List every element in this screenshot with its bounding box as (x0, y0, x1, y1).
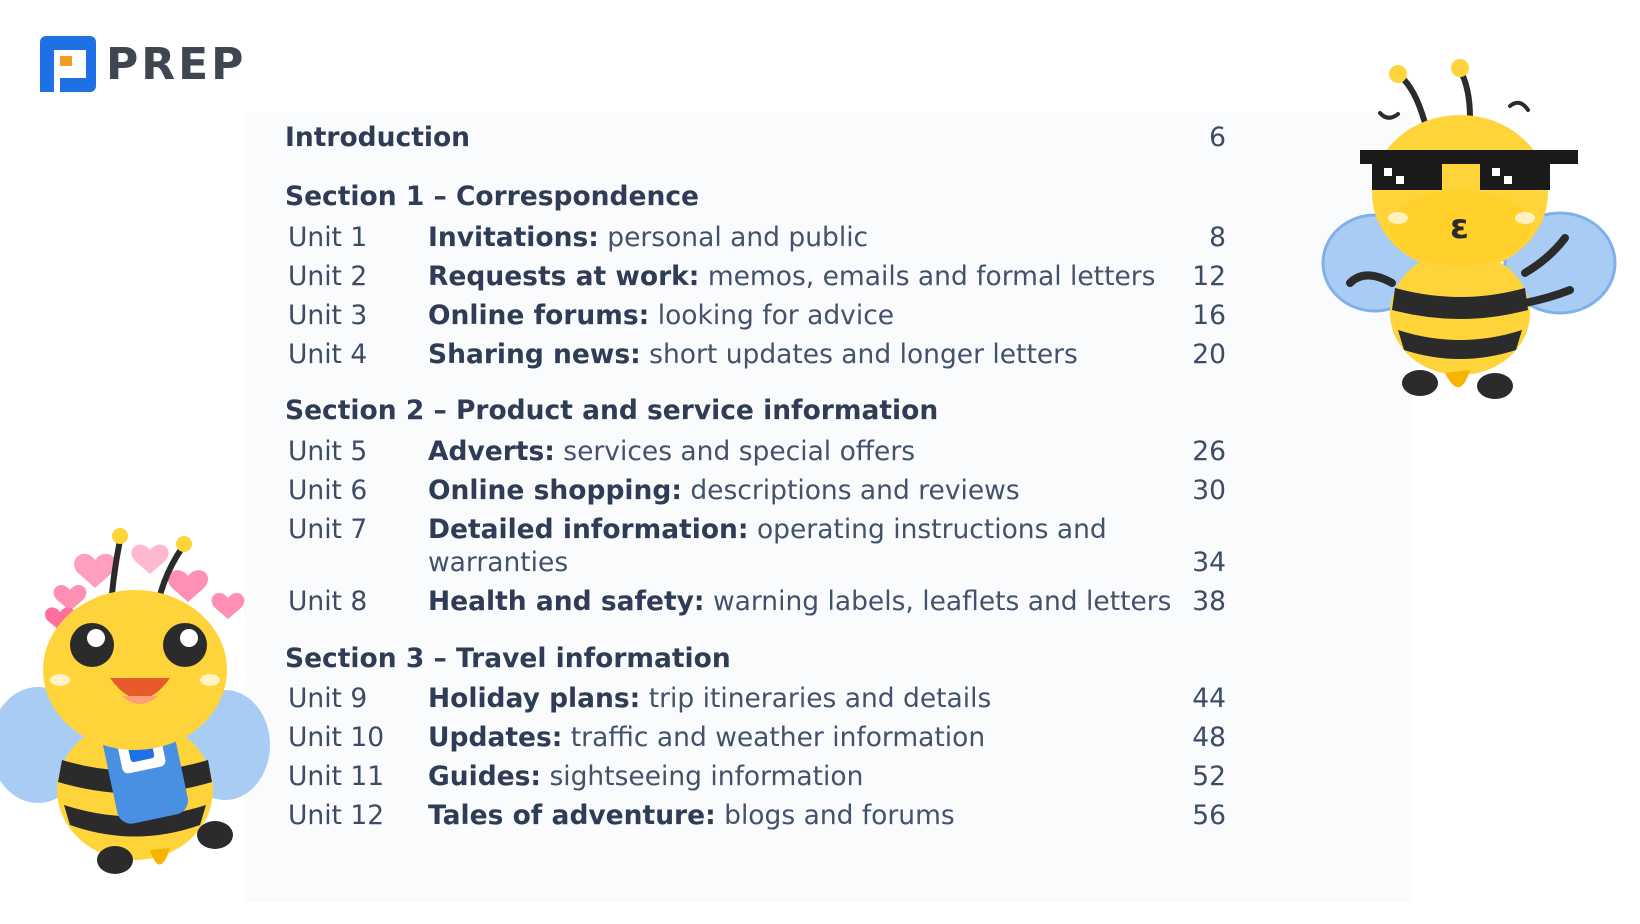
page-number: 26 (1192, 436, 1226, 467)
unit-topic: Sharing news: (428, 339, 641, 370)
unit-topic: Detailed information: (428, 514, 749, 545)
unit-label: Unit 6 (288, 475, 368, 506)
section-heading: Section 2 – Product and service information (285, 395, 939, 426)
unit-desc: services and special offers (554, 436, 916, 467)
unit-label: Unit 1 (288, 222, 368, 253)
unit-title (428, 798, 955, 834)
unit-desc: blogs and forums (715, 800, 955, 831)
unit-label: Unit 5 (288, 436, 368, 467)
bee-sunglasses-mascot (1320, 58, 1620, 418)
unit-topic: Adverts: (428, 436, 555, 467)
unit-topic: Tales of adventure: (428, 800, 716, 831)
toc-row[interactable] (244, 798, 1412, 834)
unit-title (428, 473, 1020, 509)
page-number: 56 (1192, 800, 1226, 831)
unit-topic: Guides: (428, 761, 542, 792)
unit-label: Unit 7 (288, 514, 368, 545)
toc-row[interactable] (244, 259, 1412, 295)
toc-row[interactable] (244, 473, 1412, 509)
unit-topic: Holiday plans: (428, 683, 641, 714)
page-number: 48 (1192, 722, 1226, 753)
unit-title (428, 584, 1172, 620)
bee-phone-hearts-mascot (0, 520, 270, 920)
unit-desc-continued: warranties (428, 547, 569, 578)
unit-topic: Health and safety: (428, 586, 705, 617)
section-heading: Section 1 – Correspondence (285, 181, 700, 212)
brand-name: PREP (106, 38, 247, 90)
unit-topic: Requests at work: (428, 261, 700, 292)
unit-label: Unit 4 (288, 339, 368, 370)
prep-logo-icon (40, 36, 96, 92)
unit-label: Unit 11 (288, 761, 385, 792)
page-number: 8 (1209, 222, 1226, 253)
toc-row[interactable] (244, 434, 1412, 470)
svg-text:ɛ: ɛ (1450, 207, 1469, 247)
unit-title (428, 434, 915, 470)
introduction-label: Introduction (285, 122, 471, 153)
toc-row[interactable] (244, 337, 1412, 373)
unit-topic: Updates: (428, 722, 563, 753)
toc-page (244, 112, 1412, 902)
unit-desc: operating instructions and (748, 514, 1107, 545)
toc-row[interactable] (244, 512, 1412, 548)
toc-row[interactable] (244, 681, 1412, 717)
unit-title (428, 259, 1155, 295)
unit-label: Unit 10 (288, 722, 385, 753)
toc-row-continuation (244, 545, 1412, 581)
page-number: 52 (1192, 761, 1226, 792)
introduction-page: 6 (1209, 122, 1226, 153)
toc-row[interactable] (244, 720, 1412, 756)
unit-topic: Online forums: (428, 300, 650, 331)
unit-label: Unit 3 (288, 300, 368, 331)
unit-title (428, 512, 1107, 548)
unit-topic: Online shopping: (428, 475, 682, 506)
toc-row[interactable] (244, 298, 1412, 334)
unit-desc: warning labels, leaflets and letters (704, 586, 1172, 617)
section-heading: Section 3 – Travel information (285, 643, 731, 674)
page-number: 38 (1192, 586, 1226, 617)
unit-title (428, 720, 985, 756)
unit-desc: traffic and weather information (562, 722, 986, 753)
unit-desc: sightseeing information (541, 761, 864, 792)
unit-desc: descriptions and reviews (681, 475, 1020, 506)
page-number: 34 (1192, 547, 1226, 578)
unit-label: Unit 8 (288, 586, 368, 617)
page-number: 16 (1192, 300, 1226, 331)
unit-desc: looking for advice (649, 300, 895, 331)
unit-label: Unit 2 (288, 261, 368, 292)
unit-label: Unit 9 (288, 683, 368, 714)
page-number: 12 (1192, 261, 1226, 292)
unit-desc: short updates and longer letters (640, 339, 1078, 370)
prep-logo[interactable] (40, 34, 246, 94)
page-number: 30 (1192, 475, 1226, 506)
unit-title (428, 681, 991, 717)
unit-title (428, 298, 894, 334)
toc-row[interactable] (244, 759, 1412, 795)
unit-desc: trip itineraries and details (640, 683, 992, 714)
page-number: 44 (1192, 683, 1226, 714)
unit-topic: Invitations: (428, 222, 599, 253)
unit-title (428, 759, 863, 795)
unit-title (428, 220, 868, 256)
unit-label: Unit 12 (288, 800, 385, 831)
toc-row[interactable] (244, 584, 1412, 620)
unit-title (428, 337, 1078, 373)
toc-row[interactable] (244, 220, 1412, 256)
unit-desc: memos, emails and formal letters (699, 261, 1156, 292)
unit-desc: personal and public (598, 222, 869, 253)
page-number: 20 (1192, 339, 1226, 370)
